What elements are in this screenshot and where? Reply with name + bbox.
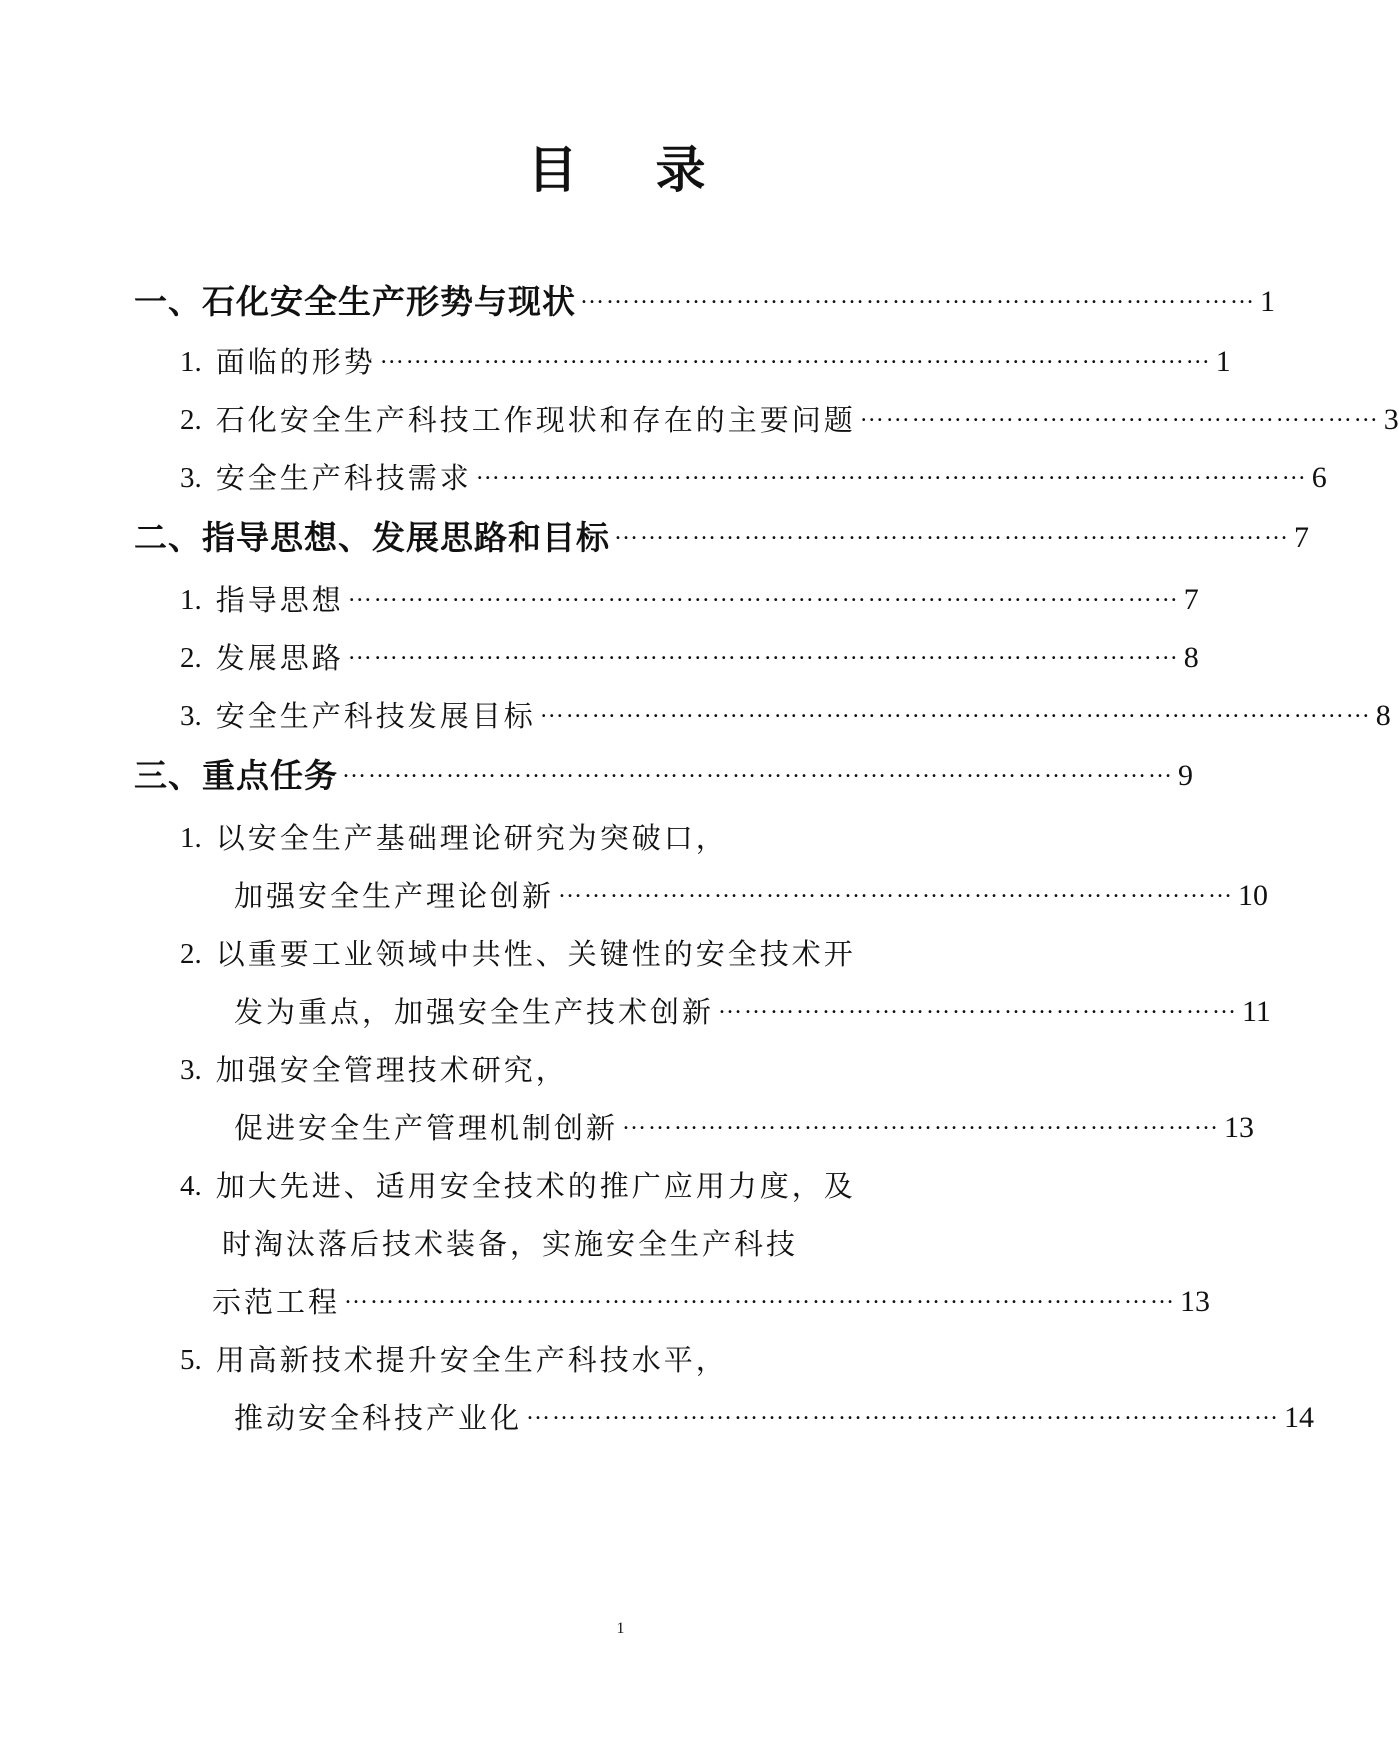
toc-item-continuation[interactable]: 促进安全生产管理机制创新 …………………………………………………………… 13 (234, 1109, 1255, 1145)
toc-item[interactable]: 2. 以重要工业领域中共性、关键性的安全技术开 (180, 937, 856, 971)
toc-item[interactable]: 2. 发展思路 …………………………………………………………………………………… 8 (180, 639, 1199, 675)
toc-item-continuation[interactable]: 推动安全科技产业化 …………………………………………………………………………… 14 (234, 1399, 1315, 1435)
toc-item-continuation[interactable]: 时淘汰落后技术装备，实施安全生产科技 (222, 1227, 799, 1261)
toc-item[interactable]: 1. 指导思想 …………………………………………………………………………………… 7 (180, 581, 1199, 617)
dot-leader: …………………………………………………………………… (580, 283, 1256, 309)
page-title: 目 录 (527, 141, 714, 199)
toc-item[interactable]: 3. 安全生产科技需求 …………………………………………………………………………………… 6 (180, 459, 1327, 495)
toc-item[interactable]: 1. 面临的形势 …………………………………………………………………………………… 1 (180, 343, 1231, 379)
toc-item[interactable]: 2. 石化安全生产科技工作现状和存在的主要问题 …………………………………………………… 3 (180, 401, 1399, 437)
toc-heading-1[interactable]: 一、石化安全生产形势与现状 …………………………………………………………………… 1 (134, 276, 979, 320)
toc-item-continuation[interactable]: 加强安全生产理论创新 …………………………………………………………………… 10 (234, 877, 1269, 913)
toc-item[interactable]: 5. 用高新技术提升安全生产科技水平， (180, 1343, 728, 1377)
toc-heading-3[interactable]: 三、重点任务 …………………………………………………………………………………… 9 (134, 756, 1193, 795)
toc-heading-2[interactable]: 二、指导思想、发展思路和目标 …………………………………………………………………… 7 (134, 518, 1309, 557)
toc-item[interactable]: 4. 加大先进、适用安全技术的推广应用力度，及 (180, 1169, 856, 1203)
toc-item-continuation[interactable]: 示范工程 …………………………………………………………………………………… 13 (212, 1283, 1211, 1319)
toc-item[interactable]: 3. 加强安全管理技术研究， (180, 1053, 568, 1087)
toc-item[interactable]: 3. 安全生产科技发展目标 …………………………………………………………………………………… 8 (180, 697, 1391, 733)
toc-item[interactable]: 1. 以安全生产基础理论研究为突破口， (180, 821, 728, 855)
toc-item-continuation[interactable]: 发为重点，加强安全生产技术创新 …………………………………………………… 11 (234, 993, 1271, 1029)
page-number: 1 (616, 1620, 625, 1637)
